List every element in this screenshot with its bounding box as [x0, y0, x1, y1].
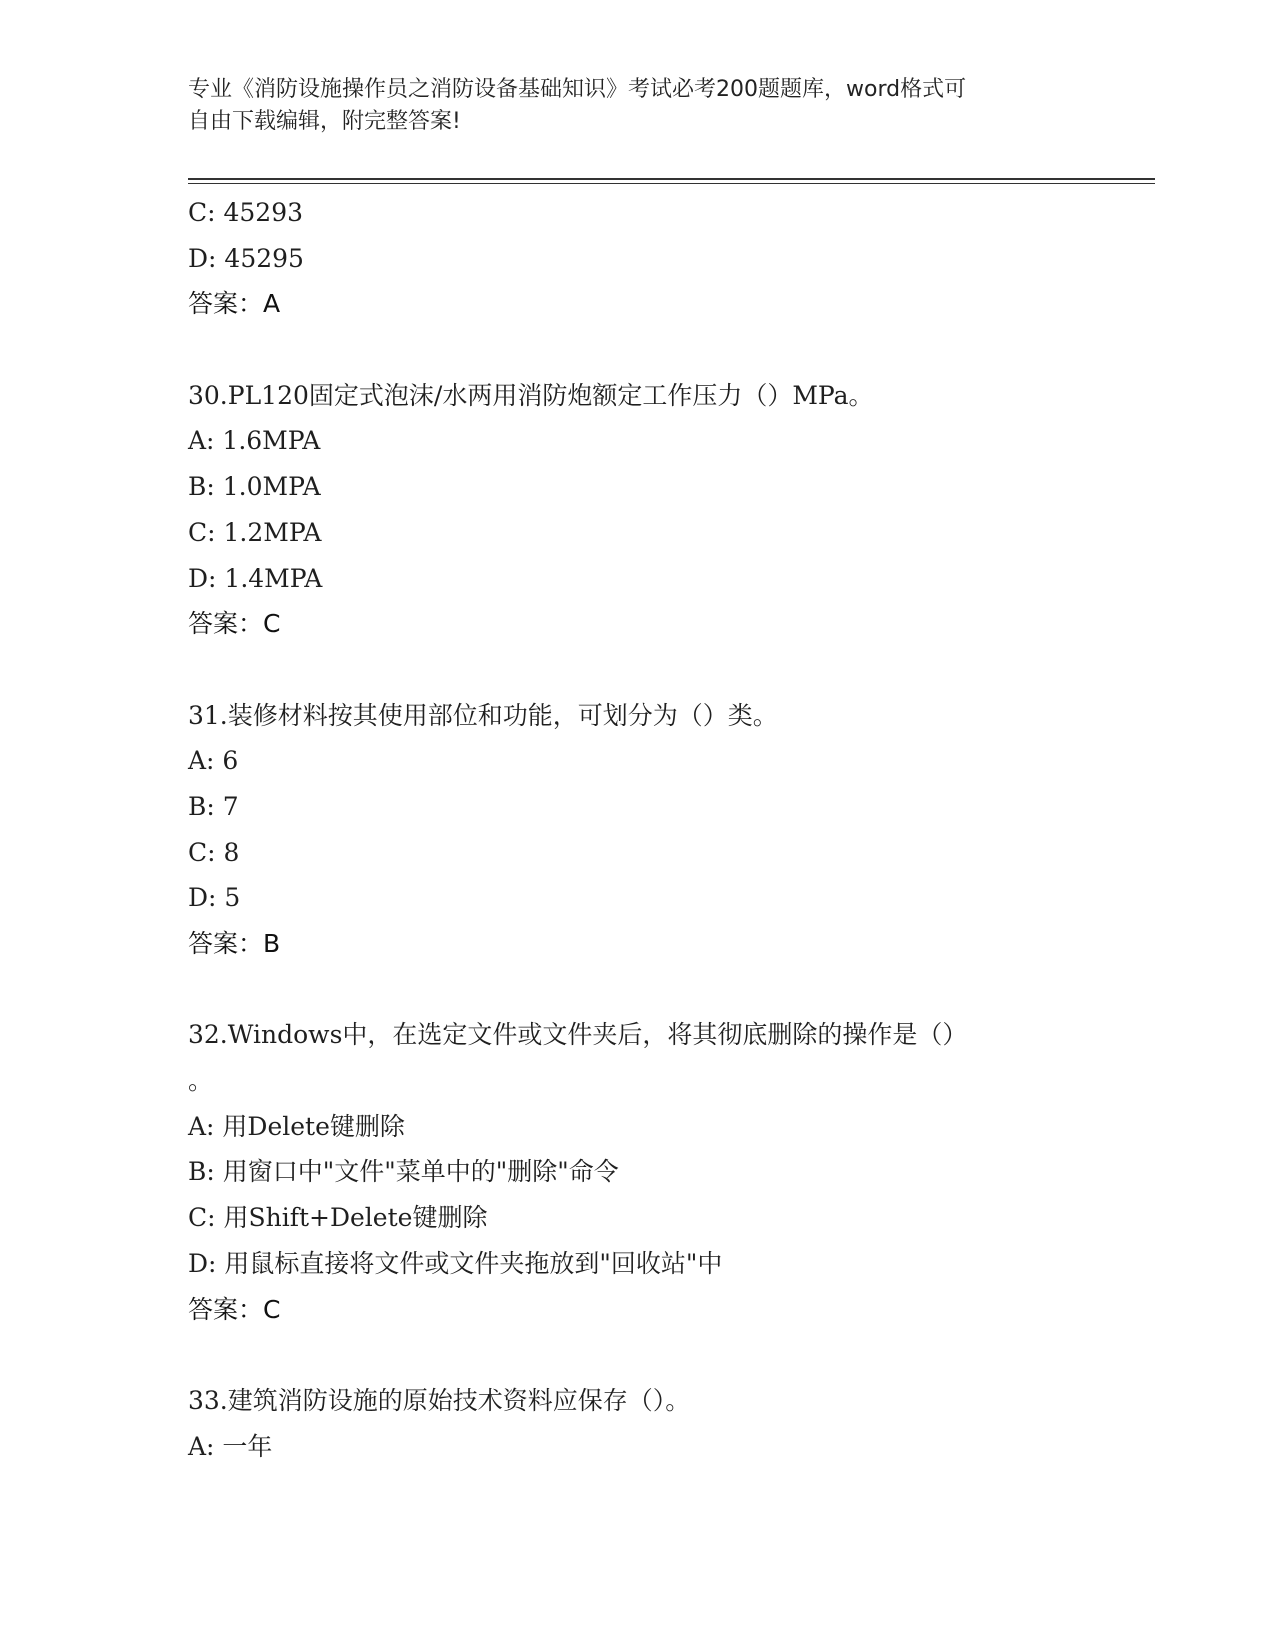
- page-header: [188, 74, 1088, 138]
- question-32-stem: 32.Windows中，在选定文件或文件夹后，将其彻底删除的操作是（）: [188, 1020, 968, 1050]
- question-31-option-c: C: 8: [188, 837, 240, 867]
- question-30-option-a: A: 1.6MPA: [188, 426, 321, 456]
- question-32-stem-continued: 。: [188, 1066, 214, 1096]
- question-31-option-a: A: 6: [188, 746, 239, 776]
- question-33-option-a: A: 一年: [188, 1431, 273, 1461]
- question-30-option-b: B: 1.0MPA: [188, 472, 321, 502]
- question-32-option-c: C: 用Shift+Delete键删除: [188, 1203, 488, 1233]
- question-list: [188, 190, 1088, 1469]
- question-32-option-d: D: 用鼠标直接将文件或文件夹拖放到"回收站"中: [188, 1248, 723, 1278]
- question-31-option-b: B: 7: [188, 791, 239, 821]
- spacer: [188, 327, 1088, 373]
- option-c: C: 45293: [188, 198, 304, 227]
- question-32-option-b: B: 用窗口中"文件"菜单中的"删除"命令: [188, 1157, 619, 1187]
- question-30-answer: 答案：C: [188, 609, 281, 639]
- spacer: [188, 967, 1088, 1013]
- question-30-option-c: C: 1.2MPA: [188, 517, 322, 547]
- question-32-answer: 答案：C: [188, 1294, 281, 1324]
- question-30-stem: 30.PL120固定式泡沫/水两用消防炮额定工作压力（）MPa。: [188, 380, 874, 410]
- spacer: [188, 647, 1088, 693]
- spacer: [188, 1332, 1088, 1378]
- question-31-option-d: D: 5: [188, 883, 241, 913]
- question-33-stem: 33.建筑消防设施的原始技术资料应保存（）。: [188, 1385, 691, 1415]
- header-divider: [188, 178, 1155, 180]
- question-32-option-a: A: 用Delete键删除: [188, 1111, 405, 1141]
- question-31-stem: 31.装修材料按其使用部位和功能，可划分为（）类。: [188, 700, 778, 730]
- question-31-answer: 答案：B: [188, 929, 281, 958]
- question-30-option-d: D: 1.4MPA: [188, 563, 323, 593]
- answer-line: 答案：A: [188, 289, 281, 319]
- header-title-line-2: 自由下载编辑，附完整答案!: [188, 109, 461, 134]
- option-d: D: 45295: [188, 243, 304, 273]
- header-title-line-1: 专业《消防设施操作员之消防设备基础知识》考试必考200题题库，word格式可: [188, 77, 967, 102]
